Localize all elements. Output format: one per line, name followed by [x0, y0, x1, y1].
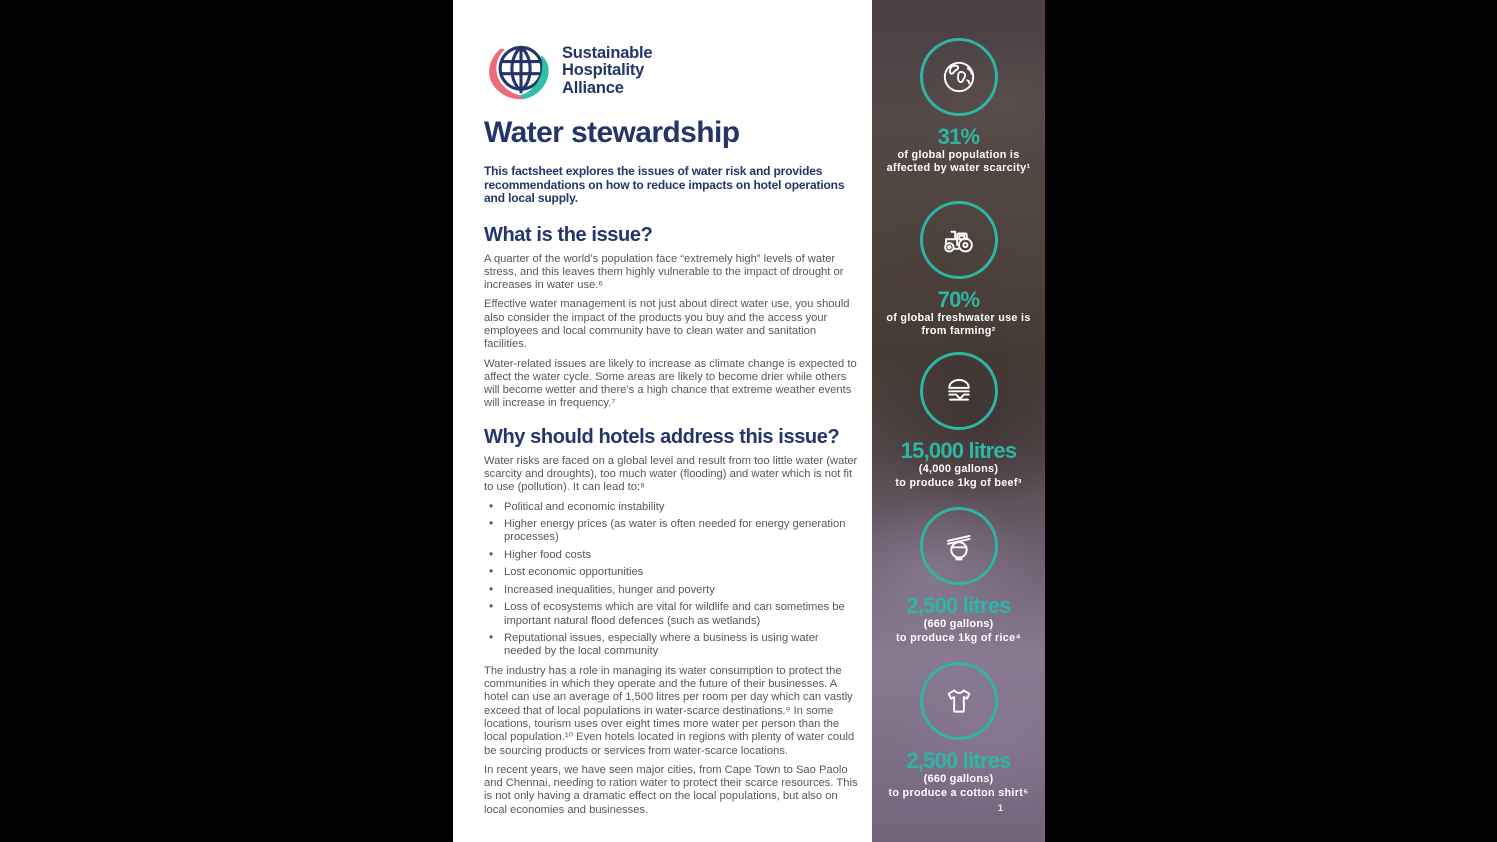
- list-item: • Loss of ecosystems which are vital for wildlife and can sometimes be important natural flood defences (such as wetlands): [484, 601, 858, 628]
- main-column: [453, 0, 872, 842]
- intro-text: This factsheet explores the issues of water risk and provides recommendations on how to reduce impacts on hotel operations and local supply.: [484, 164, 845, 205]
- list-item: • Higher energy prices (as water is often needed for energy generation processes): [484, 518, 858, 545]
- stat-label: to produce 1kg of rice⁴: [895, 631, 1022, 644]
- list-item: • Political and economic instability: [484, 501, 858, 514]
- stat-value: 2,500 litres: [906, 748, 1011, 773]
- stat-freshwater-farming: [872, 201, 1045, 337]
- stat-sub-value: (660 gallons): [923, 618, 994, 630]
- factsheet-page: [453, 0, 1045, 842]
- org-name-line: Alliance: [562, 78, 624, 97]
- stat-circle: [920, 662, 998, 740]
- stat-beef-water: [872, 352, 1045, 489]
- stat-circle: [920, 201, 998, 279]
- org-logo: [484, 38, 858, 104]
- tractor-icon: [937, 218, 981, 262]
- paragraph: Water risks are faced on a global level and result from too little water (water scarcity and droughts), too much water (flooding) and water which is not fit to use (pollution). It can lead to:⁸: [484, 454, 858, 494]
- paragraph: Water-related issues are likely to increase as climate change is expected to affect the water cycle. Some areas are likely to become drier while others will become wetter and there’s a high chance that extreme weather events will increase in frequency.⁷: [484, 357, 857, 410]
- org-name: [562, 45, 652, 98]
- stats-sidebar: [872, 0, 1045, 842]
- stat-rice-water: [872, 507, 1045, 644]
- globe-icon: [937, 55, 981, 99]
- stat-circle: [920, 38, 998, 116]
- stat-value: 2,500 litres: [906, 593, 1011, 618]
- stat-label: to produce a cotton shirt⁵: [888, 786, 1029, 799]
- stat-sub-value: (4,000 gallons): [918, 463, 999, 475]
- section-heading-why-hotels: Why should hotels address this issue?: [484, 425, 840, 448]
- tshirt-icon: [937, 679, 981, 723]
- stat-water-scarcity: [872, 38, 1045, 174]
- stat-circle: [920, 507, 998, 585]
- stat-label: of global population is affected by water scarcity¹: [886, 149, 1031, 174]
- page-number: 1: [997, 803, 1003, 814]
- paragraph: Effective water management is not just about direct water use, you should also consider the impact of the products you buy and the access your employees and local community have to clean water and sanitation facilities.: [484, 298, 850, 351]
- paragraph: The industry has a role in managing its water consumption to protect the communities in which they operate and the future of their businesses. A hotel can use an average of 1,500 litres per room per day which can vastly exceed that of local populations in water-scarce destinations.⁹ In some locations, tourism uses over eight times more water per person than the local population.¹⁰ Even hotels located in regions with plenty of water could be sourcing products or services from water-scarce locations.: [484, 664, 855, 757]
- rice-bowl-icon: [937, 524, 981, 568]
- list-item: • Increased inequalities, hunger and poverty: [484, 584, 858, 597]
- stat-cotton-shirt-water: [872, 662, 1045, 799]
- list-item: • Higher food costs: [484, 549, 858, 562]
- burger-icon: [937, 369, 981, 413]
- list-item: • Reputational issues, especially where a business is using water needed by the local community: [484, 632, 858, 659]
- risk-bullet-list: [484, 501, 858, 659]
- section-heading-what-is-the-issue: What is the issue?: [484, 223, 653, 246]
- stat-circle: [920, 352, 998, 430]
- org-name-line: Sustainable: [562, 43, 653, 62]
- page-title: Water stewardship: [484, 116, 740, 149]
- org-name-line: Hospitality: [562, 61, 645, 80]
- paragraph: In recent years, we have seen major cities, from Cape Town to Sao Paolo and Chennai, needing to ration water to protect their scarce resources. This is not only having a dramatic effect on the local populations, but also on local economies and businesses.: [484, 763, 858, 816]
- stat-value: 15,000 litres: [900, 438, 1017, 463]
- stat-value: 70%: [937, 287, 980, 312]
- stat-value: 31%: [937, 124, 980, 149]
- stat-label: to produce 1kg of beef³: [895, 476, 1022, 489]
- stat-label: of global freshwater use is from farming²: [886, 312, 1031, 337]
- stat-sub-value: (660 gallons): [923, 773, 994, 785]
- paragraph: A quarter of the world’s population face “extremely high” levels of water stress, and this leaves them highly vulnerable to the impact of drought or increases in water use.⁶: [484, 252, 844, 292]
- globe-hands-logo-icon: [484, 38, 554, 104]
- list-item: • Lost economic opportunities: [484, 566, 858, 579]
